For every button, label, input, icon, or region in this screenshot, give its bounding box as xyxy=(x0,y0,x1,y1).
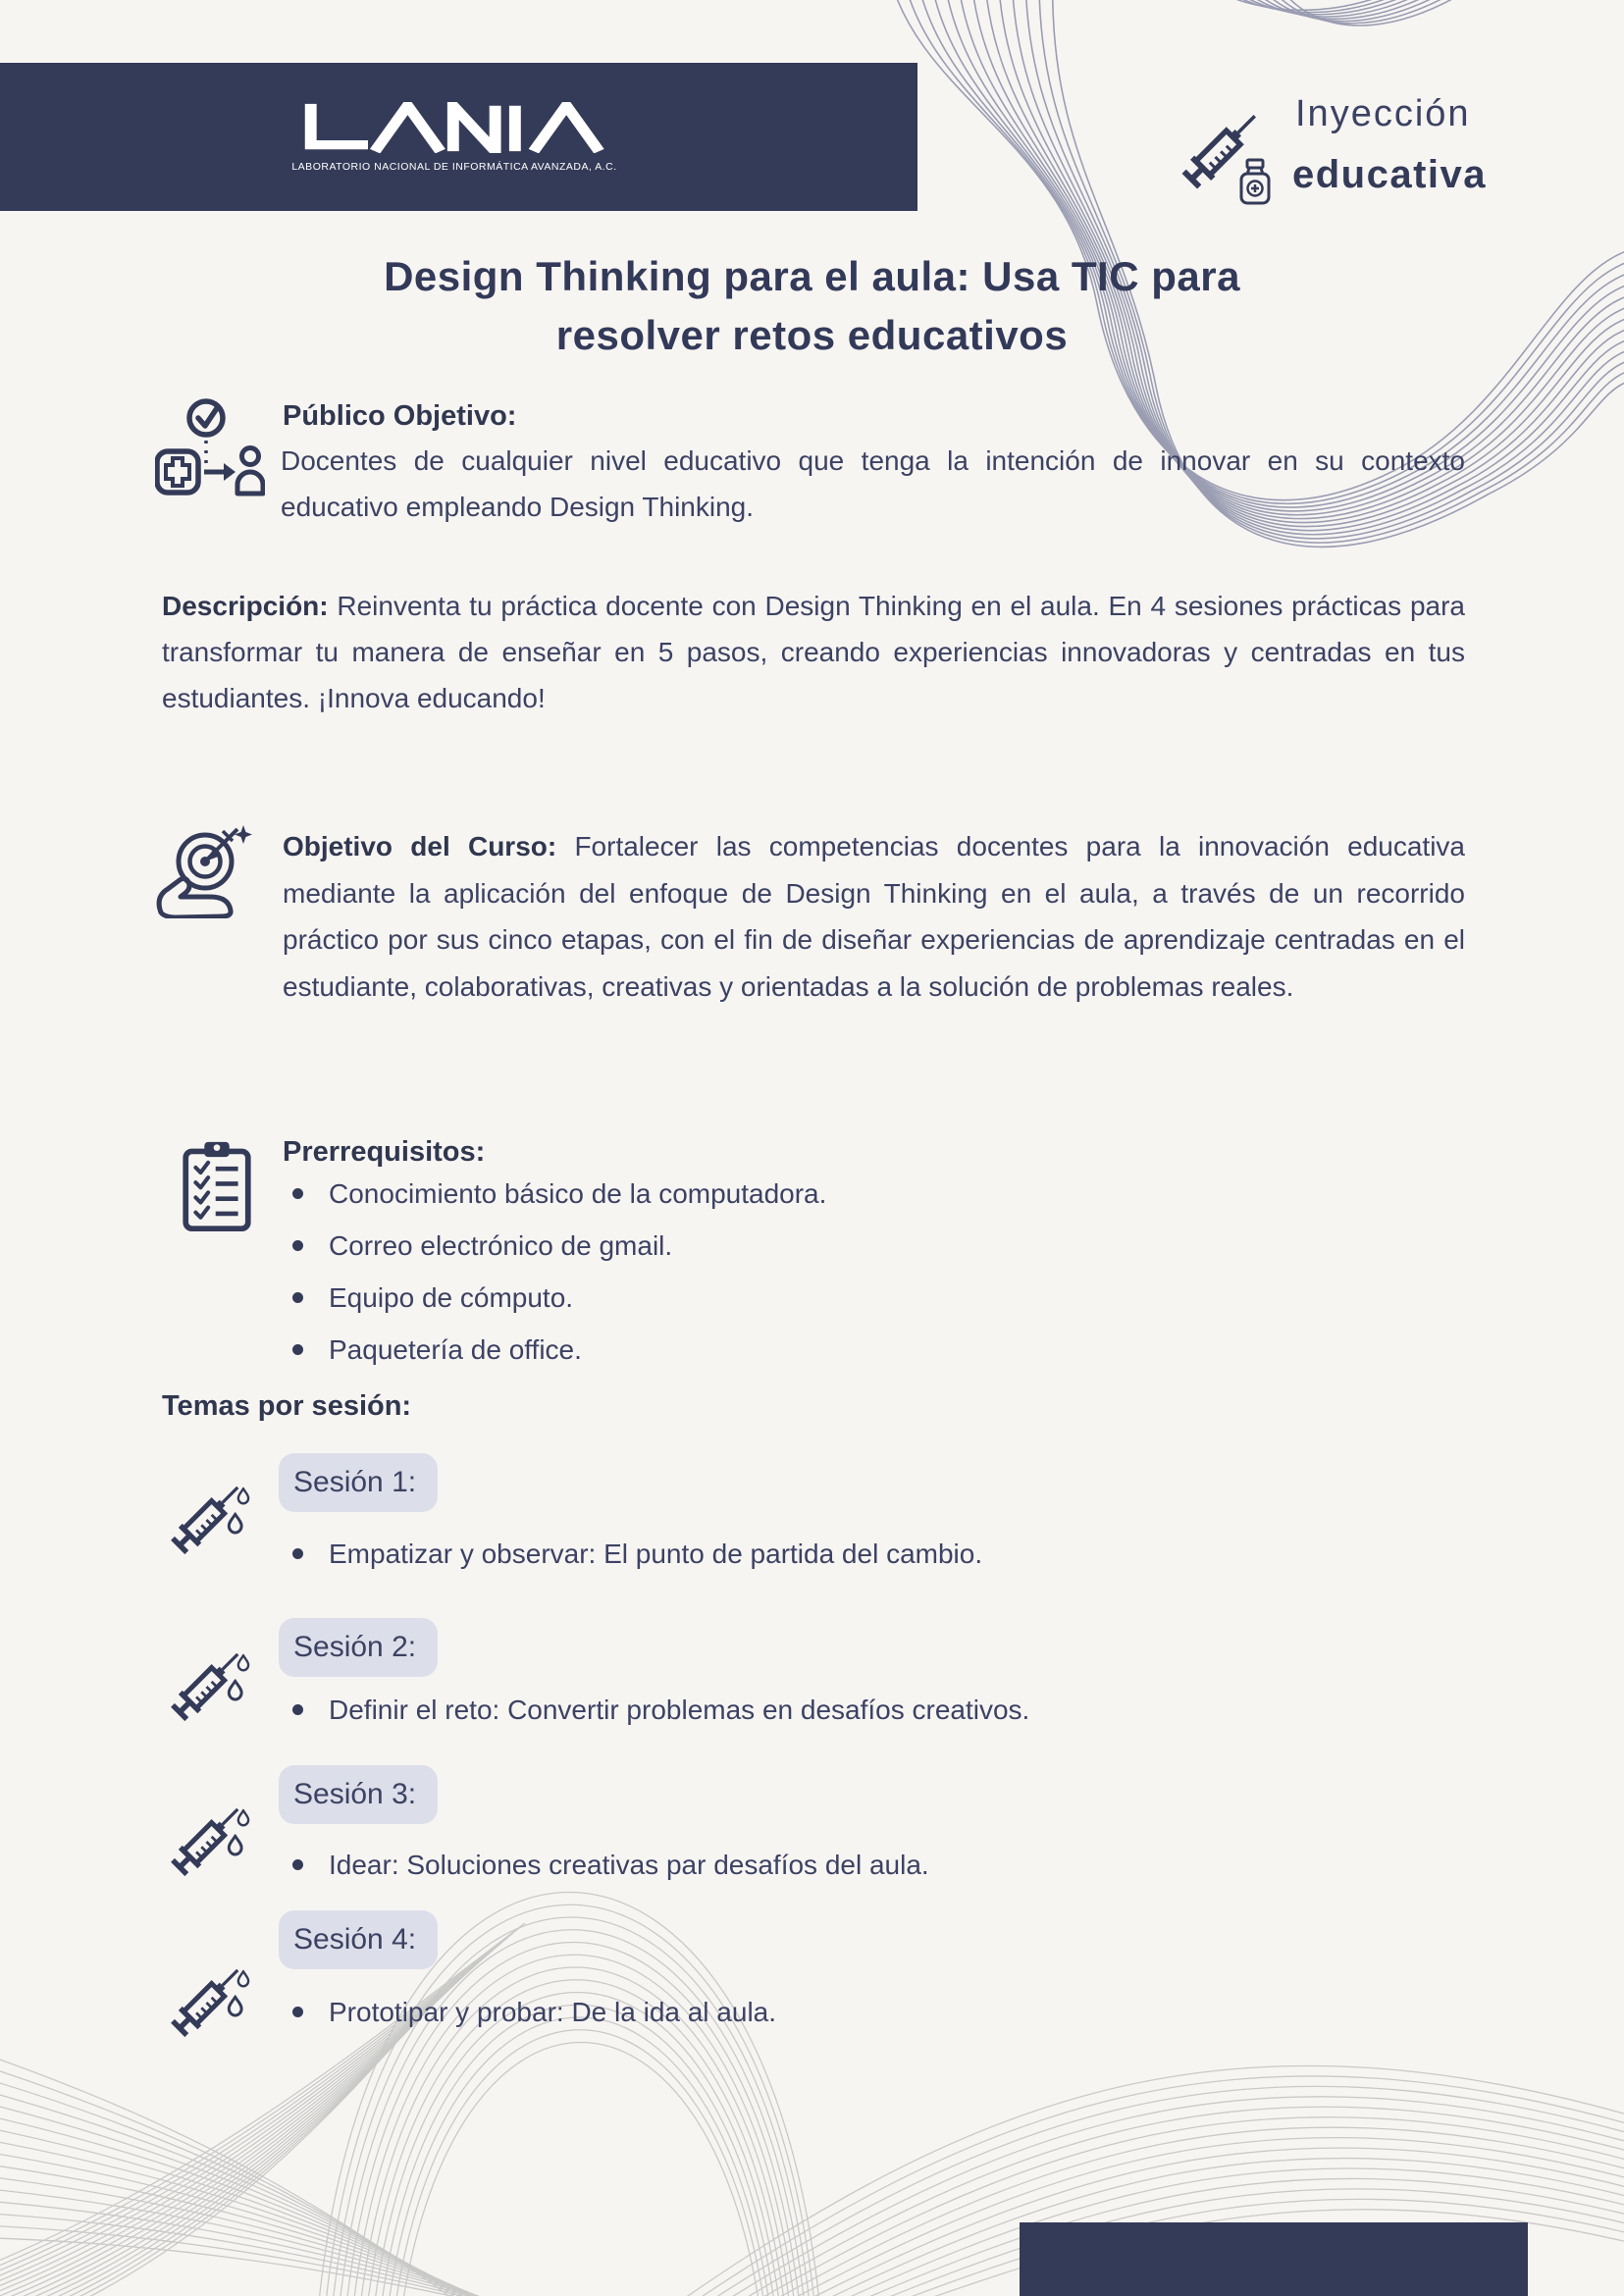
descripcion-body: Reinventa tu práctica docente con Design Thinking en el aula. En 4 sesiones prácticas para transformar tu manera de enseñar en 5 pasos, creando experiencias innovadoras y centradas en tus estudiantes. ¡Innova educando! xyxy=(162,591,1465,713)
brand-name-line1: Inyección xyxy=(1295,93,1471,134)
clipboard-checklist-icon xyxy=(182,1140,252,1232)
bullet-dot xyxy=(292,1548,303,1559)
page-title-line1: Design Thinking para el aula: Usa TIC para xyxy=(384,253,1240,299)
syringe-drops-icon xyxy=(155,1945,265,2055)
publico-body: Docentes de cualquier nivel educativo que tenga la intención de innovar en su contexto educativo empleando Design Thinking. xyxy=(281,445,1465,522)
lania-logo-subtext: LABORATORIO NACIONAL DE INFORMÁTICA AVANZADA, A.C. xyxy=(291,161,617,173)
sesion-3-badge: Sesión 3: xyxy=(279,1765,438,1824)
syringe-drops-icon xyxy=(155,1629,265,1739)
sesion-4-item: Prototipar y probar: De la ida al aula. xyxy=(292,1992,776,2032)
objetivo-body: Fortalecer las competencias docentes para la innovación educativa mediante la aplicación del enfoque de Design Thinking en el aula, a través de un recorrido práctico por sus cinco etapas, con el fin de diseñar experiencias de aprendizaje centradas en el estudiante, colaborativas, creativas y orientadas a la solución de problemas reales. xyxy=(283,831,1466,1002)
temas-heading: Temas por sesión: xyxy=(162,1390,412,1422)
syringe-drops-icon xyxy=(155,1784,265,1894)
bullet-dot xyxy=(292,1292,303,1303)
bullet-dot xyxy=(292,2007,303,2017)
vial-icon xyxy=(1238,158,1272,205)
sesion-1-item: Empatizar y observar: El punto de partida del cambio. xyxy=(292,1534,982,1574)
descripcion-paragraph xyxy=(162,583,1465,721)
syringe-drops-icon xyxy=(155,1462,265,1572)
bullet-dot xyxy=(292,1344,303,1355)
sesion-3-item: Idear: Soluciones creativas par desafíos del aula. xyxy=(292,1845,929,1885)
prerrequisitos-list xyxy=(292,1174,826,1382)
list-item: Paquetería de office. xyxy=(292,1330,826,1382)
bullet-dot xyxy=(292,1704,303,1715)
bullet-dot xyxy=(292,1188,303,1199)
sesion-2-badge: Sesión 2: xyxy=(279,1618,438,1677)
footer-bar xyxy=(1020,2222,1528,2296)
bullet-dot xyxy=(292,1240,303,1251)
page-title xyxy=(0,247,1624,365)
target-in-hand-icon xyxy=(151,824,253,918)
lania-logo xyxy=(300,102,608,153)
list-item: Equipo de cómputo. xyxy=(292,1278,826,1330)
sesion-4-badge: Sesión 4: xyxy=(279,1910,438,1969)
list-item: Correo electrónico de gmail. xyxy=(292,1226,826,1278)
sesion-2-item: Definir el reto: Convertir problemas en desafíos creativos. xyxy=(292,1690,1029,1730)
publico-heading: Público Objetivo: xyxy=(283,400,517,432)
brand-name-line2: educativa xyxy=(1292,153,1488,196)
list-item: Conocimiento básico de la computadora. xyxy=(292,1174,826,1226)
prerrequisitos-heading: Prerrequisitos: xyxy=(283,1136,486,1168)
audience-check-icon xyxy=(155,398,265,498)
sesion-1-badge: Sesión 1: xyxy=(279,1453,438,1512)
bullet-dot xyxy=(292,1859,303,1870)
objetivo-paragraph xyxy=(283,823,1465,1010)
page-title-line2: resolver retos educativos xyxy=(555,312,1069,358)
descripcion-label: Descripción: xyxy=(162,591,329,621)
objetivo-label: Objetivo del Curso: xyxy=(283,831,557,861)
